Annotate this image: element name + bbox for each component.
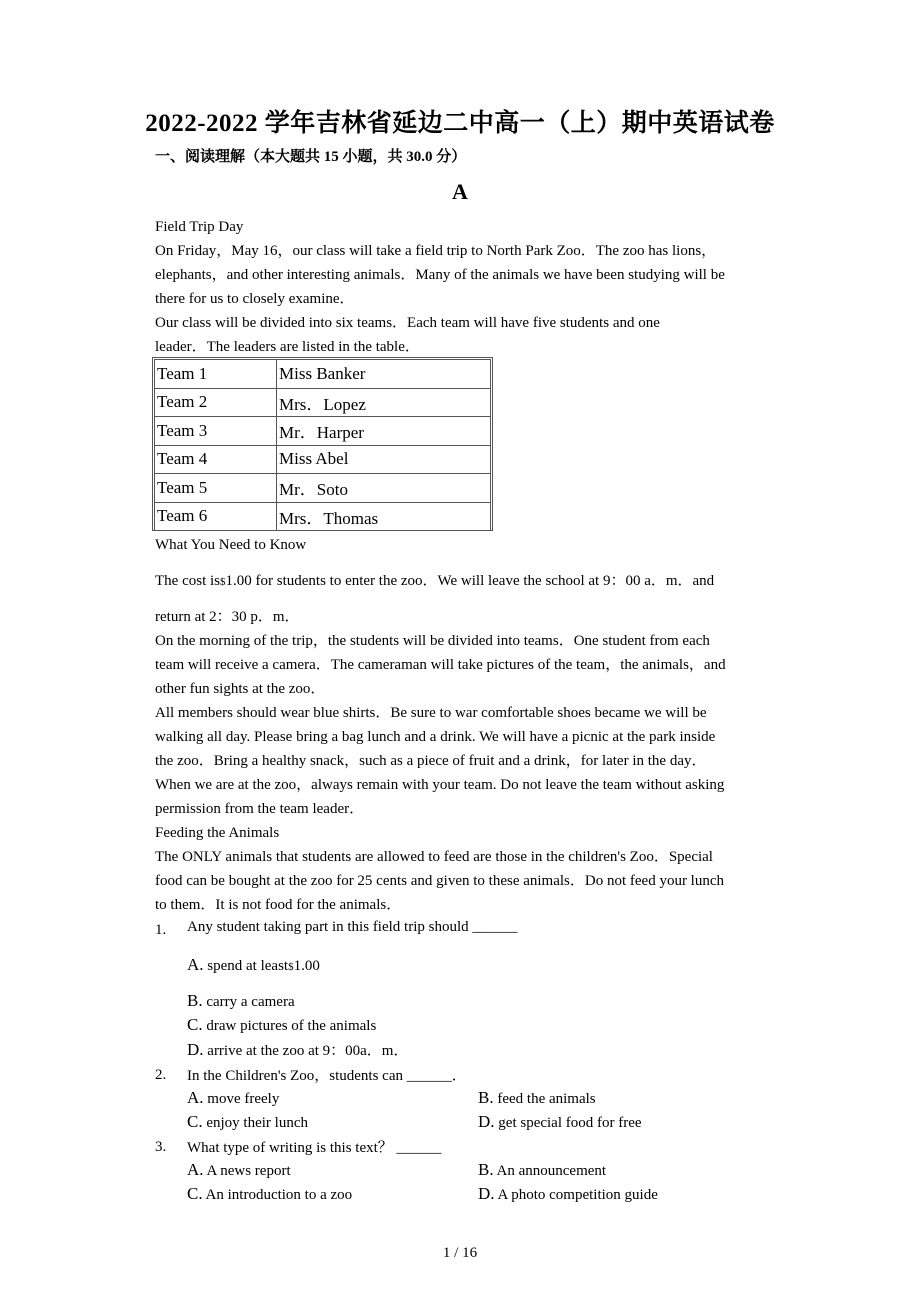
team-cell: Team 2 bbox=[155, 388, 277, 417]
return-line: return at 2：30 p．m． bbox=[155, 609, 300, 625]
document-title: 2022-2022 学年吉林省延边二中高一（上）期中英语试卷 bbox=[145, 110, 775, 137]
cost-text-a: The cost is bbox=[155, 573, 220, 589]
cost-line-text bbox=[155, 569, 775, 594]
currency-symbol: $ bbox=[288, 961, 294, 973]
option-text: arrive at the zoo at 9：00a．m． bbox=[207, 1043, 409, 1059]
section-heading: 一、阅读理解（本大题共 15 小题，共 30.0 分） bbox=[155, 149, 467, 165]
option-text: draw pictures of the animals bbox=[206, 1018, 377, 1034]
question-number: 1. bbox=[155, 922, 167, 938]
option-letter: C. bbox=[187, 1112, 203, 1131]
option-text: A photo competition guide bbox=[497, 1187, 658, 1203]
option-letter: D. bbox=[478, 1184, 495, 1203]
table-row bbox=[155, 360, 491, 389]
option-letter: B. bbox=[478, 1160, 494, 1179]
para3-line: the zoo．Bring a healthy snack，such as a piece of fruit and a drink，for later in the day． bbox=[155, 753, 707, 769]
option-text: A news report bbox=[206, 1163, 291, 1179]
para3-line: On the morning of the trip，the students will be divided into teams．One student from each bbox=[155, 633, 710, 649]
option-letter: C. bbox=[187, 1015, 203, 1034]
table-row bbox=[155, 502, 491, 531]
option-text: 1.00 bbox=[293, 958, 320, 974]
para1-line: elephants，and other interesting animals．Many of the animals we have been studying will be bbox=[155, 267, 725, 283]
heading-what-you-need bbox=[155, 533, 775, 557]
page-indicator: 1 / 16 bbox=[442, 1245, 478, 1261]
question-stem: What type of writing is this text？ ______ bbox=[187, 1140, 442, 1156]
cost-text-b: 1.00 for students to enter the zoo．We will leave the school at 9：00 a．m．and bbox=[225, 573, 715, 589]
para1-line: On Friday，May 16，our class will take a field trip to North Park Zoo．The zoo has lions， bbox=[155, 243, 717, 259]
heading-field-trip-day: Field Trip Day bbox=[155, 219, 244, 235]
option-letter: A. bbox=[187, 955, 204, 974]
team-cell: Team 6 bbox=[155, 502, 277, 531]
passage-letter: A bbox=[452, 179, 468, 204]
question-stem: In the Children's Zoo，students can ______． bbox=[187, 1068, 467, 1084]
team-cell: Team 5 bbox=[155, 474, 277, 503]
team-cell: Team 4 bbox=[155, 445, 277, 474]
team-cell: Team 1 bbox=[155, 360, 277, 389]
para3-line: All members should wear blue shirts．Be sure to war comfortable shoes became we will be bbox=[155, 705, 707, 721]
option-text: spend at least bbox=[207, 958, 289, 974]
option-letter: A. bbox=[187, 1160, 204, 1179]
option-letter: D. bbox=[478, 1112, 495, 1131]
option-3a[interactable] bbox=[187, 1160, 291, 1180]
leader-cell: Miss Abel bbox=[277, 445, 491, 474]
option-3b[interactable] bbox=[478, 1160, 606, 1180]
option-1c[interactable] bbox=[187, 1015, 376, 1035]
leader-cell: Mr．Soto bbox=[277, 474, 491, 503]
question-stem: Any student taking part in this field trip should ______ bbox=[187, 919, 518, 935]
passage-intro bbox=[155, 215, 775, 359]
option-3d[interactable] bbox=[478, 1184, 658, 1204]
option-letter: D. bbox=[187, 1040, 204, 1059]
para3-line: walking all day. Please bring a bag lunch and a drink. We will have a picnic at the park inside bbox=[155, 729, 716, 745]
para3-line: other fun sights at the zoo． bbox=[155, 681, 326, 697]
option-letter: B. bbox=[478, 1088, 494, 1107]
option-1a[interactable] bbox=[187, 955, 320, 975]
para2-line: leader．The leaders are listed in the table． bbox=[155, 339, 420, 355]
option-3c[interactable] bbox=[187, 1184, 352, 1204]
para3-line: permission from the team leader． bbox=[155, 801, 365, 817]
leader-cell: Mrs．Thomas bbox=[277, 502, 491, 531]
option-letter: A. bbox=[187, 1088, 204, 1107]
option-2b[interactable] bbox=[478, 1088, 596, 1108]
question-number: 2. bbox=[155, 1067, 167, 1083]
para1-line: there for us to closely examine． bbox=[155, 291, 355, 307]
option-text: get special food for free bbox=[498, 1115, 642, 1131]
currency-symbol: $ bbox=[220, 576, 226, 588]
para4-line: The ONLY animals that students are allowed to feed are those in the children's Zoo．Special bbox=[155, 849, 713, 865]
para4-line: to them．It is not food for the animals． bbox=[155, 897, 402, 913]
table-row bbox=[155, 445, 491, 474]
option-text: move freely bbox=[207, 1091, 280, 1107]
leaders-table bbox=[154, 359, 491, 531]
leader-cell: Mrs．Lopez bbox=[277, 388, 491, 417]
leader-cell: Miss Banker bbox=[277, 360, 491, 389]
option-2d[interactable] bbox=[478, 1112, 642, 1132]
table-row bbox=[155, 417, 491, 446]
option-letter: C. bbox=[187, 1184, 203, 1203]
para3-line: When we are at the zoo，always remain with your team. Do not leave the team without asking bbox=[155, 777, 725, 793]
heading-what-you-need-text: What You Need to Know bbox=[155, 537, 307, 553]
option-text: An introduction to a zoo bbox=[205, 1187, 353, 1203]
leader-cell: Mr．Harper bbox=[277, 417, 491, 446]
cost-line bbox=[155, 569, 775, 594]
option-1d[interactable] bbox=[187, 1039, 408, 1060]
option-letter: B. bbox=[187, 991, 203, 1010]
para2-line: Our class will be divided into six teams．Each team will have five students and one bbox=[155, 315, 660, 331]
para4-line: food can be bought at the zoo for 25 cents and given to these animals．Do not feed your lunch bbox=[155, 873, 725, 889]
option-1b[interactable] bbox=[187, 991, 295, 1011]
heading-feeding-animals: Feeding the Animals bbox=[155, 825, 280, 841]
option-text: An announcement bbox=[496, 1163, 607, 1179]
table-row bbox=[155, 474, 491, 503]
option-text: enjoy their lunch bbox=[206, 1115, 308, 1131]
passage-body bbox=[155, 605, 775, 917]
para3-line: team will receive a camera．The cameraman will take pictures of the team，the animals，and bbox=[155, 657, 726, 673]
option-text: feed the animals bbox=[497, 1091, 596, 1107]
option-2a[interactable] bbox=[187, 1088, 279, 1108]
table-row bbox=[155, 388, 491, 417]
question-number: 3. bbox=[155, 1139, 167, 1155]
option-2c[interactable] bbox=[187, 1112, 308, 1132]
team-cell: Team 3 bbox=[155, 417, 277, 446]
option-text: carry a camera bbox=[206, 994, 295, 1010]
